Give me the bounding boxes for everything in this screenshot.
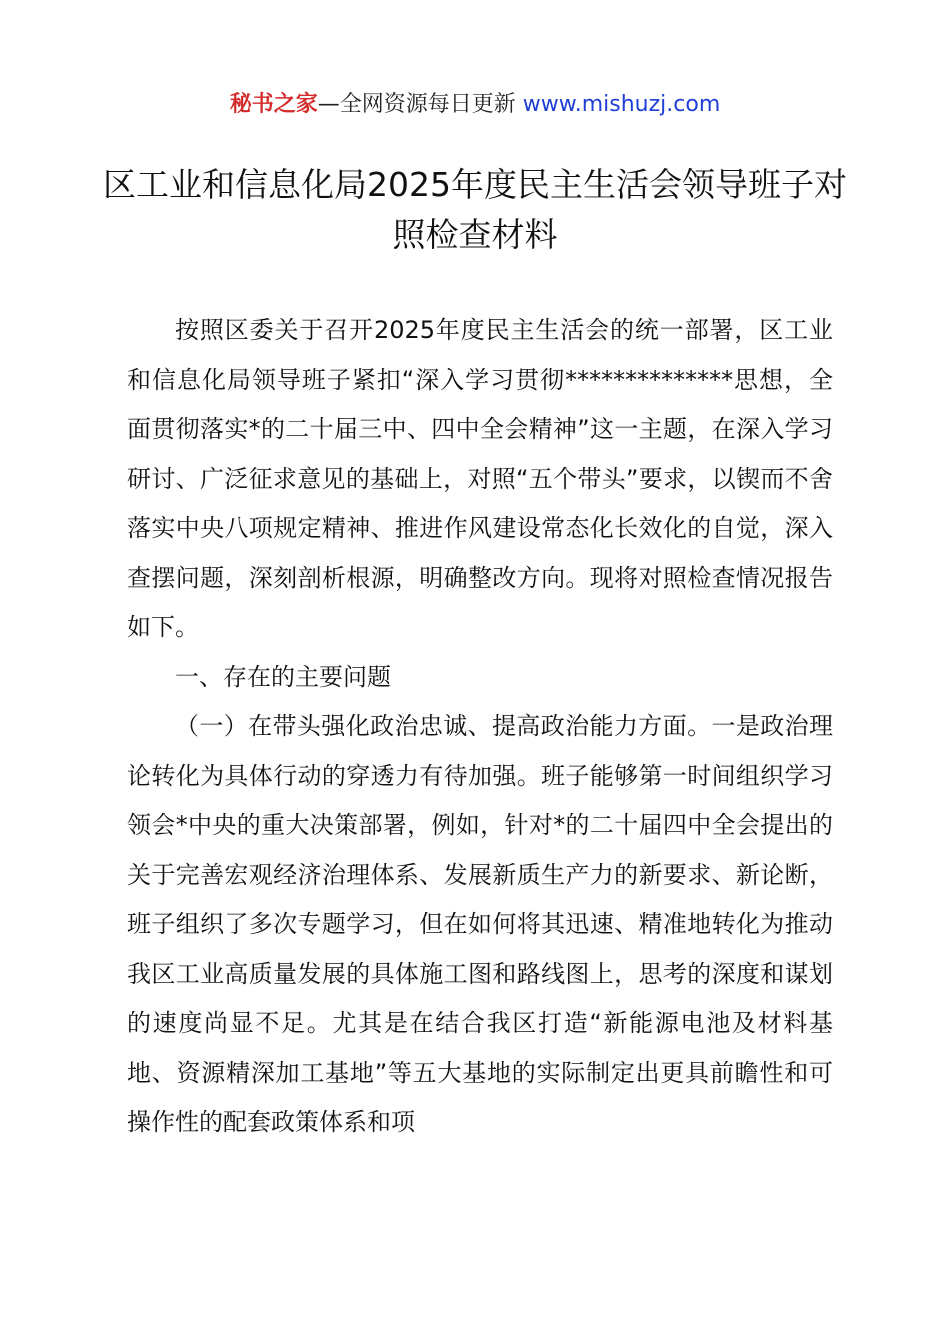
site-header (0, 88, 950, 122)
body-paragraph: （一）在带头强化政治忠诚、提高政治能力方面。一是政治理论转化为具体行动的穿透力有待加强。班子能够第一时间组织学习领会*中央的重大决策部署，例如，针对*的二十届四中全会提出的关于完善宏观经济治理体系、发展新质生产力的新要求、新论断，班子组织了多次专题学习，但在如何将其迅速、精准地转化为推动我区工业高质量发展的具体施工图和路线图上，思考的深度和谋划的速度尚显不足。尤其是在结合我区打造“新能源电池及材料基地、资源精深加工基地”等五大基地的实际制定出更具前瞻性和可操作性的配套政策体系和项 (127, 712, 833, 1136)
site-tagline: —全网资源每日更新 (317, 92, 523, 117)
section-heading: 一、存在的主要问题 (175, 662, 391, 691)
intro-paragraph: 按照区委关于召开2025年度民主生活会的统一部署，区工业和信息化局领导班子紧扣“深入学习贯彻**************思想，全面贯彻落实*的二十届三中、四中全会精神”这一主题，在深入学习研讨、广泛征求意见的基础上，对照“五个带头”要求，以锲而不舍落实中央八项规定精神、推进作风建设常态化长效化的自觉，深入查摆问题，深刻剖析根源，明确整改方向。现将对照检查情况报告如下。 (127, 316, 833, 641)
document-body (127, 306, 833, 1148)
document-title: 区工业和信息化局2025年度民主生活会领导班子对照检查材料 (103, 165, 847, 254)
site-url-link[interactable]: www.mishuzj.com (522, 92, 721, 117)
site-brand: 秘书之家 (229, 92, 318, 117)
